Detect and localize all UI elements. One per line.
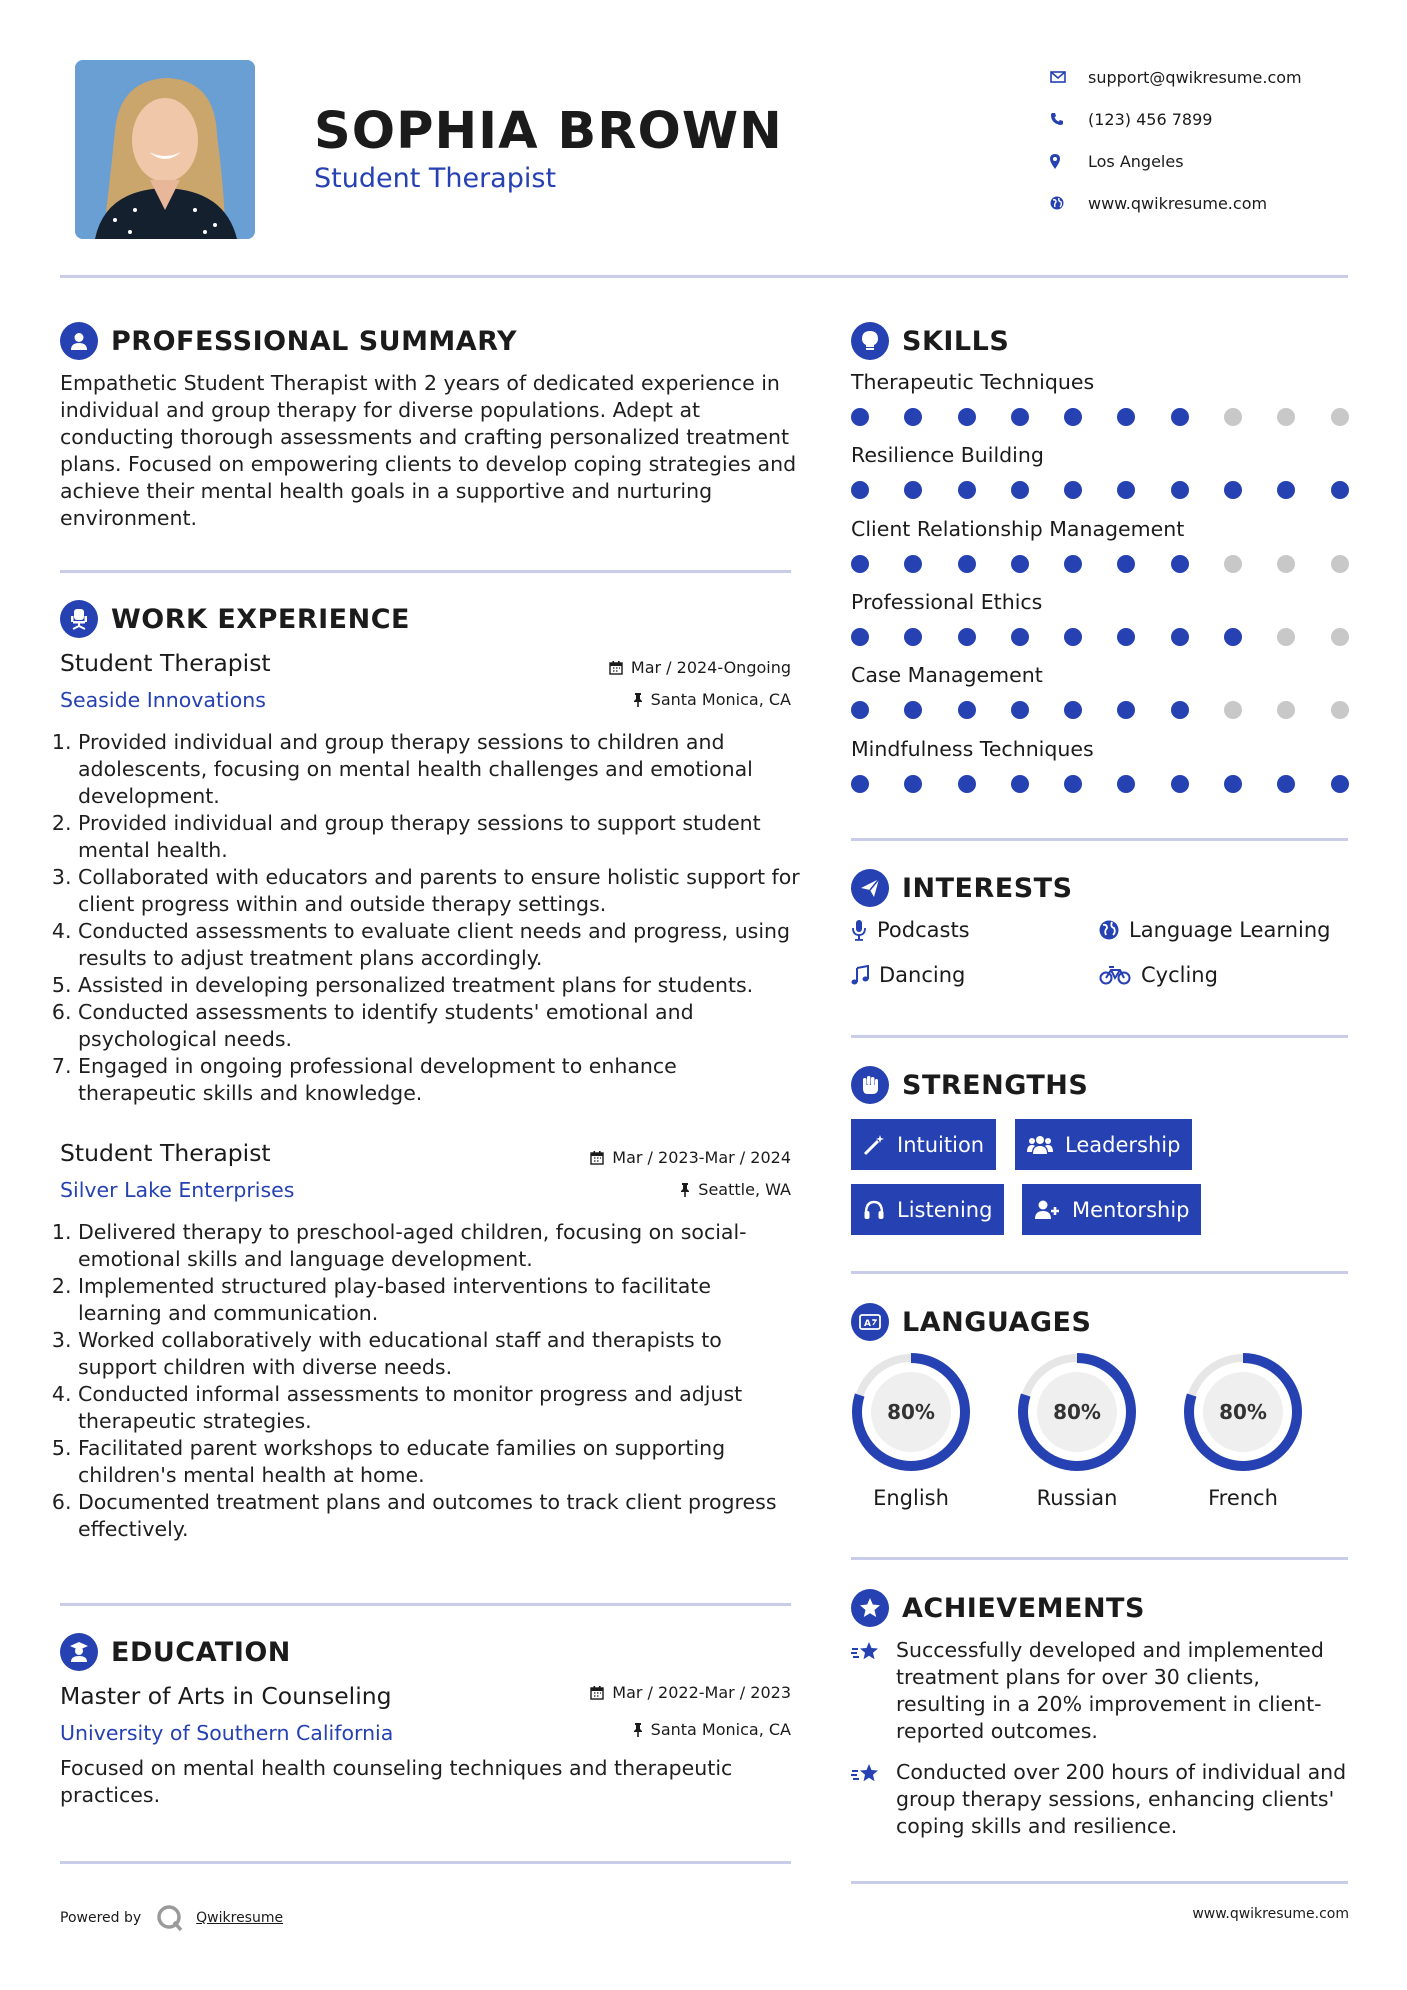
rating-dot-filled (1117, 408, 1135, 426)
calendar-icon (590, 1686, 604, 1700)
skill-rating (851, 775, 1349, 793)
office-chair-icon (60, 600, 98, 638)
skills-divider (851, 838, 1348, 841)
candidate-title: Student Therapist (314, 163, 557, 194)
rating-dot-empty (1331, 701, 1349, 719)
rating-dot-filled (1064, 555, 1082, 573)
rating-dot-filled (1171, 481, 1189, 499)
candidate-name: SOPHIA BROWN (314, 102, 783, 161)
rating-dot-empty (1277, 628, 1295, 646)
rating-dot-filled (904, 481, 922, 499)
summary-divider (60, 570, 791, 573)
rating-dot-empty (1331, 555, 1349, 573)
rating-dot-filled (958, 555, 976, 573)
calendar-icon (590, 1151, 604, 1165)
users-icon (1027, 1134, 1053, 1156)
star-badge-icon (851, 1589, 889, 1627)
rating-dot-filled (1011, 555, 1029, 573)
list-item: 5. Assisted in developing personalized treatment plans for students. (78, 972, 800, 999)
rating-dot-filled (1117, 775, 1135, 793)
rating-dot-filled (1064, 628, 1082, 646)
skill-rating (851, 408, 1349, 426)
rating-dot-empty (1277, 701, 1295, 719)
contact-email[interactable] (1050, 56, 1350, 98)
rating-dot-filled (904, 701, 922, 719)
strength-label: Mentorship (1072, 1197, 1190, 1222)
rating-dot-filled (1277, 481, 1295, 499)
language-name: French (1208, 1486, 1278, 1510)
strength-intuition (851, 1119, 996, 1170)
rating-dot-filled (958, 628, 976, 646)
job-2-company: Silver Lake Enterprises (60, 1178, 295, 1202)
qwikresume-logo-icon (156, 1904, 184, 1932)
contact-email-text: support@qwikresume.com (1088, 67, 1302, 87)
language-percent: 80% (1219, 1400, 1267, 1424)
contact-location-text: Los Angeles (1088, 151, 1184, 171)
interest-podcasts (851, 918, 970, 942)
education-location-text: Santa Monica, CA (650, 1720, 791, 1739)
skill-rating (851, 701, 1349, 719)
rating-dot-filled (1331, 481, 1349, 499)
rating-dot-empty (1277, 408, 1295, 426)
job-1-bullets (60, 729, 800, 1107)
language-name: Russian (1036, 1486, 1118, 1510)
skill-rating (851, 555, 1349, 573)
skill-name: Mindfulness Techniques (851, 736, 1094, 761)
language-progress-ring (1181, 1350, 1305, 1474)
qwikresume-link[interactable]: Qwikresume (196, 1910, 284, 1926)
list-item: 2. Implemented structured play-based interventions to facilitate learning and communication. (78, 1273, 800, 1327)
contact-location (1050, 140, 1350, 182)
achievement-item (851, 1637, 1348, 1745)
interests-heading (851, 869, 1073, 907)
list-item: 1. Delivered therapy to preschool-aged children, focusing on social-emotional skills and language development. (78, 1219, 800, 1273)
education-divider (60, 1861, 791, 1864)
rating-dot-filled (1117, 555, 1135, 573)
strength-label: Leadership (1065, 1132, 1181, 1157)
rating-dot-filled (1064, 701, 1082, 719)
job-1-date-text: Mar / 2024-Ongoing (630, 658, 791, 677)
rating-dot-filled (1117, 701, 1135, 719)
thumbtack-icon (680, 1183, 690, 1197)
rating-dot-filled (1011, 408, 1029, 426)
strength-mentorship (1022, 1184, 1201, 1235)
experience-heading (60, 600, 410, 638)
skill-name: Case Management (851, 663, 1043, 688)
rating-dot-filled (851, 628, 869, 646)
music-note-icon (851, 965, 869, 985)
language-progress-ring (1015, 1350, 1139, 1474)
job-2-bullets (60, 1219, 800, 1543)
rating-dot-filled (1224, 481, 1242, 499)
summary-text: Empathetic Student Therapist with 2 years of dedicated experience in individual and group therapy for diverse populations. Adept at conducting thorough assessments and crafting personalized treatment plans. Focused on empowering clients to develop coping strategies and achieve their mental health goals in a supportive and nurturing environment. (60, 371, 797, 530)
achievements-divider (851, 1881, 1348, 1884)
shooting-star-icon (851, 1637, 896, 1745)
rating-dot-filled (851, 775, 869, 793)
list-item: 5. Facilitated parent workshops to educate families on supporting children's mental health at home. (78, 1435, 800, 1489)
summary-title: PROFESSIONAL SUMMARY (111, 325, 518, 357)
education-heading (60, 1633, 291, 1671)
job-2-location (680, 1180, 791, 1199)
list-item: 2. Provided individual and group therapy sessions to support student mental health. (78, 810, 800, 864)
rating-dot-filled (1171, 775, 1189, 793)
strength-label: Intuition (897, 1132, 985, 1157)
strength-leadership (1015, 1119, 1192, 1170)
svg-text:A: A (864, 1319, 871, 1329)
fist-icon (851, 1066, 889, 1104)
education-description: Focused on mental health counseling techniques and therapeutic practices. (60, 1756, 733, 1807)
skill-rating (851, 628, 1349, 646)
achievements-title: ACHIEVEMENTS (902, 1592, 1145, 1624)
education-location (633, 1720, 791, 1739)
rating-dot-filled (958, 408, 976, 426)
contact-phone-text: (123) 456 7899 (1088, 109, 1213, 129)
rating-dot-filled (958, 775, 976, 793)
list-item: 1. Provided individual and group therapy sessions to children and adolescents, focusing on mental health challenges and emotional development. (78, 729, 800, 810)
contact-website[interactable] (1050, 182, 1350, 224)
rating-dot-filled (904, 775, 922, 793)
rating-dot-filled (1064, 481, 1082, 499)
rating-dot-filled (958, 701, 976, 719)
graduate-icon (60, 1633, 98, 1671)
languages-divider (851, 1557, 1348, 1560)
header-divider (60, 275, 1348, 278)
education-title: EDUCATION (111, 1636, 291, 1668)
education-degree: Master of Arts in Counseling (60, 1682, 392, 1710)
rating-dot-filled (1117, 628, 1135, 646)
skills-title: SKILLS (902, 325, 1010, 357)
language-item (1181, 1350, 1305, 1510)
contact-block (1050, 56, 1350, 224)
interest-cycling (1099, 963, 1218, 987)
language-name: English (873, 1486, 949, 1510)
strengths-divider (851, 1271, 1348, 1274)
strengths-title: STRENGTHS (902, 1069, 1089, 1101)
rating-dot-filled (904, 555, 922, 573)
microphone-icon (851, 919, 867, 941)
summary-heading (60, 322, 517, 360)
skill-rating (851, 481, 1349, 499)
language-item (1015, 1350, 1139, 1510)
experience-divider (60, 1603, 791, 1606)
job-1-title: Student Therapist (60, 649, 271, 677)
achievement-text: Conducted over 200 hours of individual and group therapy sessions, enhancing clients' coping skills and resilience. (896, 1760, 1347, 1838)
rating-dot-empty (1224, 701, 1242, 719)
footer-website[interactable]: www.qwikresume.com (1192, 1906, 1349, 1922)
rating-dot-filled (1011, 628, 1029, 646)
footer-powered-by (60, 1904, 283, 1932)
rating-dot-filled (1331, 775, 1349, 793)
list-item: 6. Conducted assessments to identify students' emotional and psychological needs. (78, 999, 800, 1053)
lightbulb-icon (851, 322, 889, 360)
achievement-text: Successfully developed and implemented treatment plans for over 30 clients, resulting in a 20% improvement in client-reported outcomes. (896, 1638, 1324, 1743)
calendar-icon (609, 661, 623, 675)
rating-dot-filled (1117, 481, 1135, 499)
job-1-company: Seaside Innovations (60, 688, 266, 712)
skill-name: Resilience Building (851, 443, 1044, 468)
languages-title: LANGUAGES (902, 1306, 1092, 1338)
rating-dot-filled (851, 555, 869, 573)
rating-dot-filled (1171, 408, 1189, 426)
rating-dot-filled (1171, 628, 1189, 646)
experience-title: WORK EXPERIENCE (111, 603, 410, 635)
job-2-date-text: Mar / 2023-Mar / 2024 (612, 1148, 791, 1167)
job-2-title: Student Therapist (60, 1139, 271, 1167)
envelope-icon (1050, 71, 1088, 83)
thumbtack-icon (633, 693, 643, 707)
job-1-location (633, 690, 791, 709)
powered-by-text: Powered by (60, 1910, 142, 1926)
education-date (590, 1683, 791, 1702)
interest-label: Language Learning (1129, 918, 1331, 942)
interest-label: Dancing (879, 963, 966, 987)
magic-wand-icon (863, 1134, 885, 1156)
interest-dancing (851, 963, 965, 987)
bicycle-icon (1099, 965, 1131, 985)
achievement-item (851, 1759, 1348, 1840)
paper-plane-icon (851, 869, 889, 907)
rating-dot-filled (1064, 408, 1082, 426)
rating-dot-empty (1331, 408, 1349, 426)
user-plus-icon (1034, 1199, 1060, 1221)
interest-label: Podcasts (877, 918, 970, 942)
rating-dot-filled (904, 408, 922, 426)
skill-name: Therapeutic Techniques (851, 370, 1095, 394)
rating-dot-filled (851, 481, 869, 499)
job-1-location-text: Santa Monica, CA (650, 690, 791, 709)
education-school: University of Southern California (60, 1721, 394, 1745)
rating-dot-filled (1171, 701, 1189, 719)
job-1-date (609, 658, 791, 677)
rating-dot-filled (1224, 628, 1242, 646)
list-item: 3. Worked collaboratively with educational staff and therapists to support children with diverse needs. (78, 1327, 800, 1381)
rating-dot-filled (1011, 701, 1029, 719)
interest-label: Cycling (1141, 963, 1218, 987)
job-2-date (590, 1148, 791, 1167)
strength-label: Listening (897, 1197, 993, 1222)
list-item: 4. Conducted assessments to evaluate client needs and progress, using results to adjust treatment plans accordingly. (78, 918, 800, 972)
map-pin-icon (1050, 154, 1088, 169)
list-item: 7. Engaged in ongoing professional development to enhance therapeutic skills and knowledge. (78, 1053, 800, 1107)
rating-dot-filled (1224, 775, 1242, 793)
strengths-heading (851, 1066, 1088, 1104)
list-item: 3. Collaborated with educators and parents to ensure holistic support for client progress within and outside therapy settings. (78, 864, 800, 918)
headphones-icon (863, 1199, 885, 1221)
globe-icon (1050, 196, 1088, 210)
interest-language-learning (1099, 918, 1330, 942)
language-progress-ring (849, 1350, 973, 1474)
language-item (849, 1350, 973, 1510)
interests-title: INTERESTS (902, 872, 1073, 904)
rating-dot-empty (1331, 628, 1349, 646)
education-date-text: Mar / 2022-Mar / 2023 (612, 1683, 791, 1702)
rating-dot-filled (1277, 775, 1295, 793)
skills-heading (851, 322, 1009, 360)
job-2-location-text: Seattle, WA (698, 1180, 791, 1199)
skill-name: Client Relationship Management (851, 516, 1185, 541)
rating-dot-filled (851, 408, 869, 426)
list-item: 4. Conducted informal assessments to monitor progress and adjust therapeutic strategies. (78, 1381, 800, 1435)
rating-dot-filled (1171, 555, 1189, 573)
language-percent: 80% (1053, 1400, 1101, 1424)
profile-photo (75, 60, 255, 239)
list-item: 6. Documented treatment plans and outcomes to track client progress effectively. (78, 1489, 800, 1543)
language-percent: 80% (887, 1400, 935, 1424)
rating-dot-filled (904, 628, 922, 646)
achievements-heading (851, 1589, 1145, 1627)
globe-icon (1099, 920, 1119, 940)
rating-dot-filled (1064, 775, 1082, 793)
rating-dot-filled (1011, 481, 1029, 499)
rating-dot-filled (851, 701, 869, 719)
languages-heading (851, 1303, 1091, 1341)
rating-dot-filled (1011, 775, 1029, 793)
contact-phone[interactable] (1050, 98, 1350, 140)
rating-dot-empty (1224, 408, 1242, 426)
skill-name: Professional Ethics (851, 589, 1043, 614)
language-card-icon (851, 1303, 889, 1341)
contact-website-text: www.qwikresume.com (1088, 193, 1268, 213)
rating-dot-empty (1224, 555, 1242, 573)
shooting-star-icon (851, 1759, 896, 1840)
rating-dot-empty (1277, 555, 1295, 573)
thumbtack-icon (633, 1723, 643, 1737)
user-icon (60, 322, 98, 360)
interests-divider (851, 1035, 1348, 1038)
phone-icon (1050, 112, 1088, 126)
rating-dot-filled (958, 481, 976, 499)
strength-listening (851, 1184, 1004, 1235)
